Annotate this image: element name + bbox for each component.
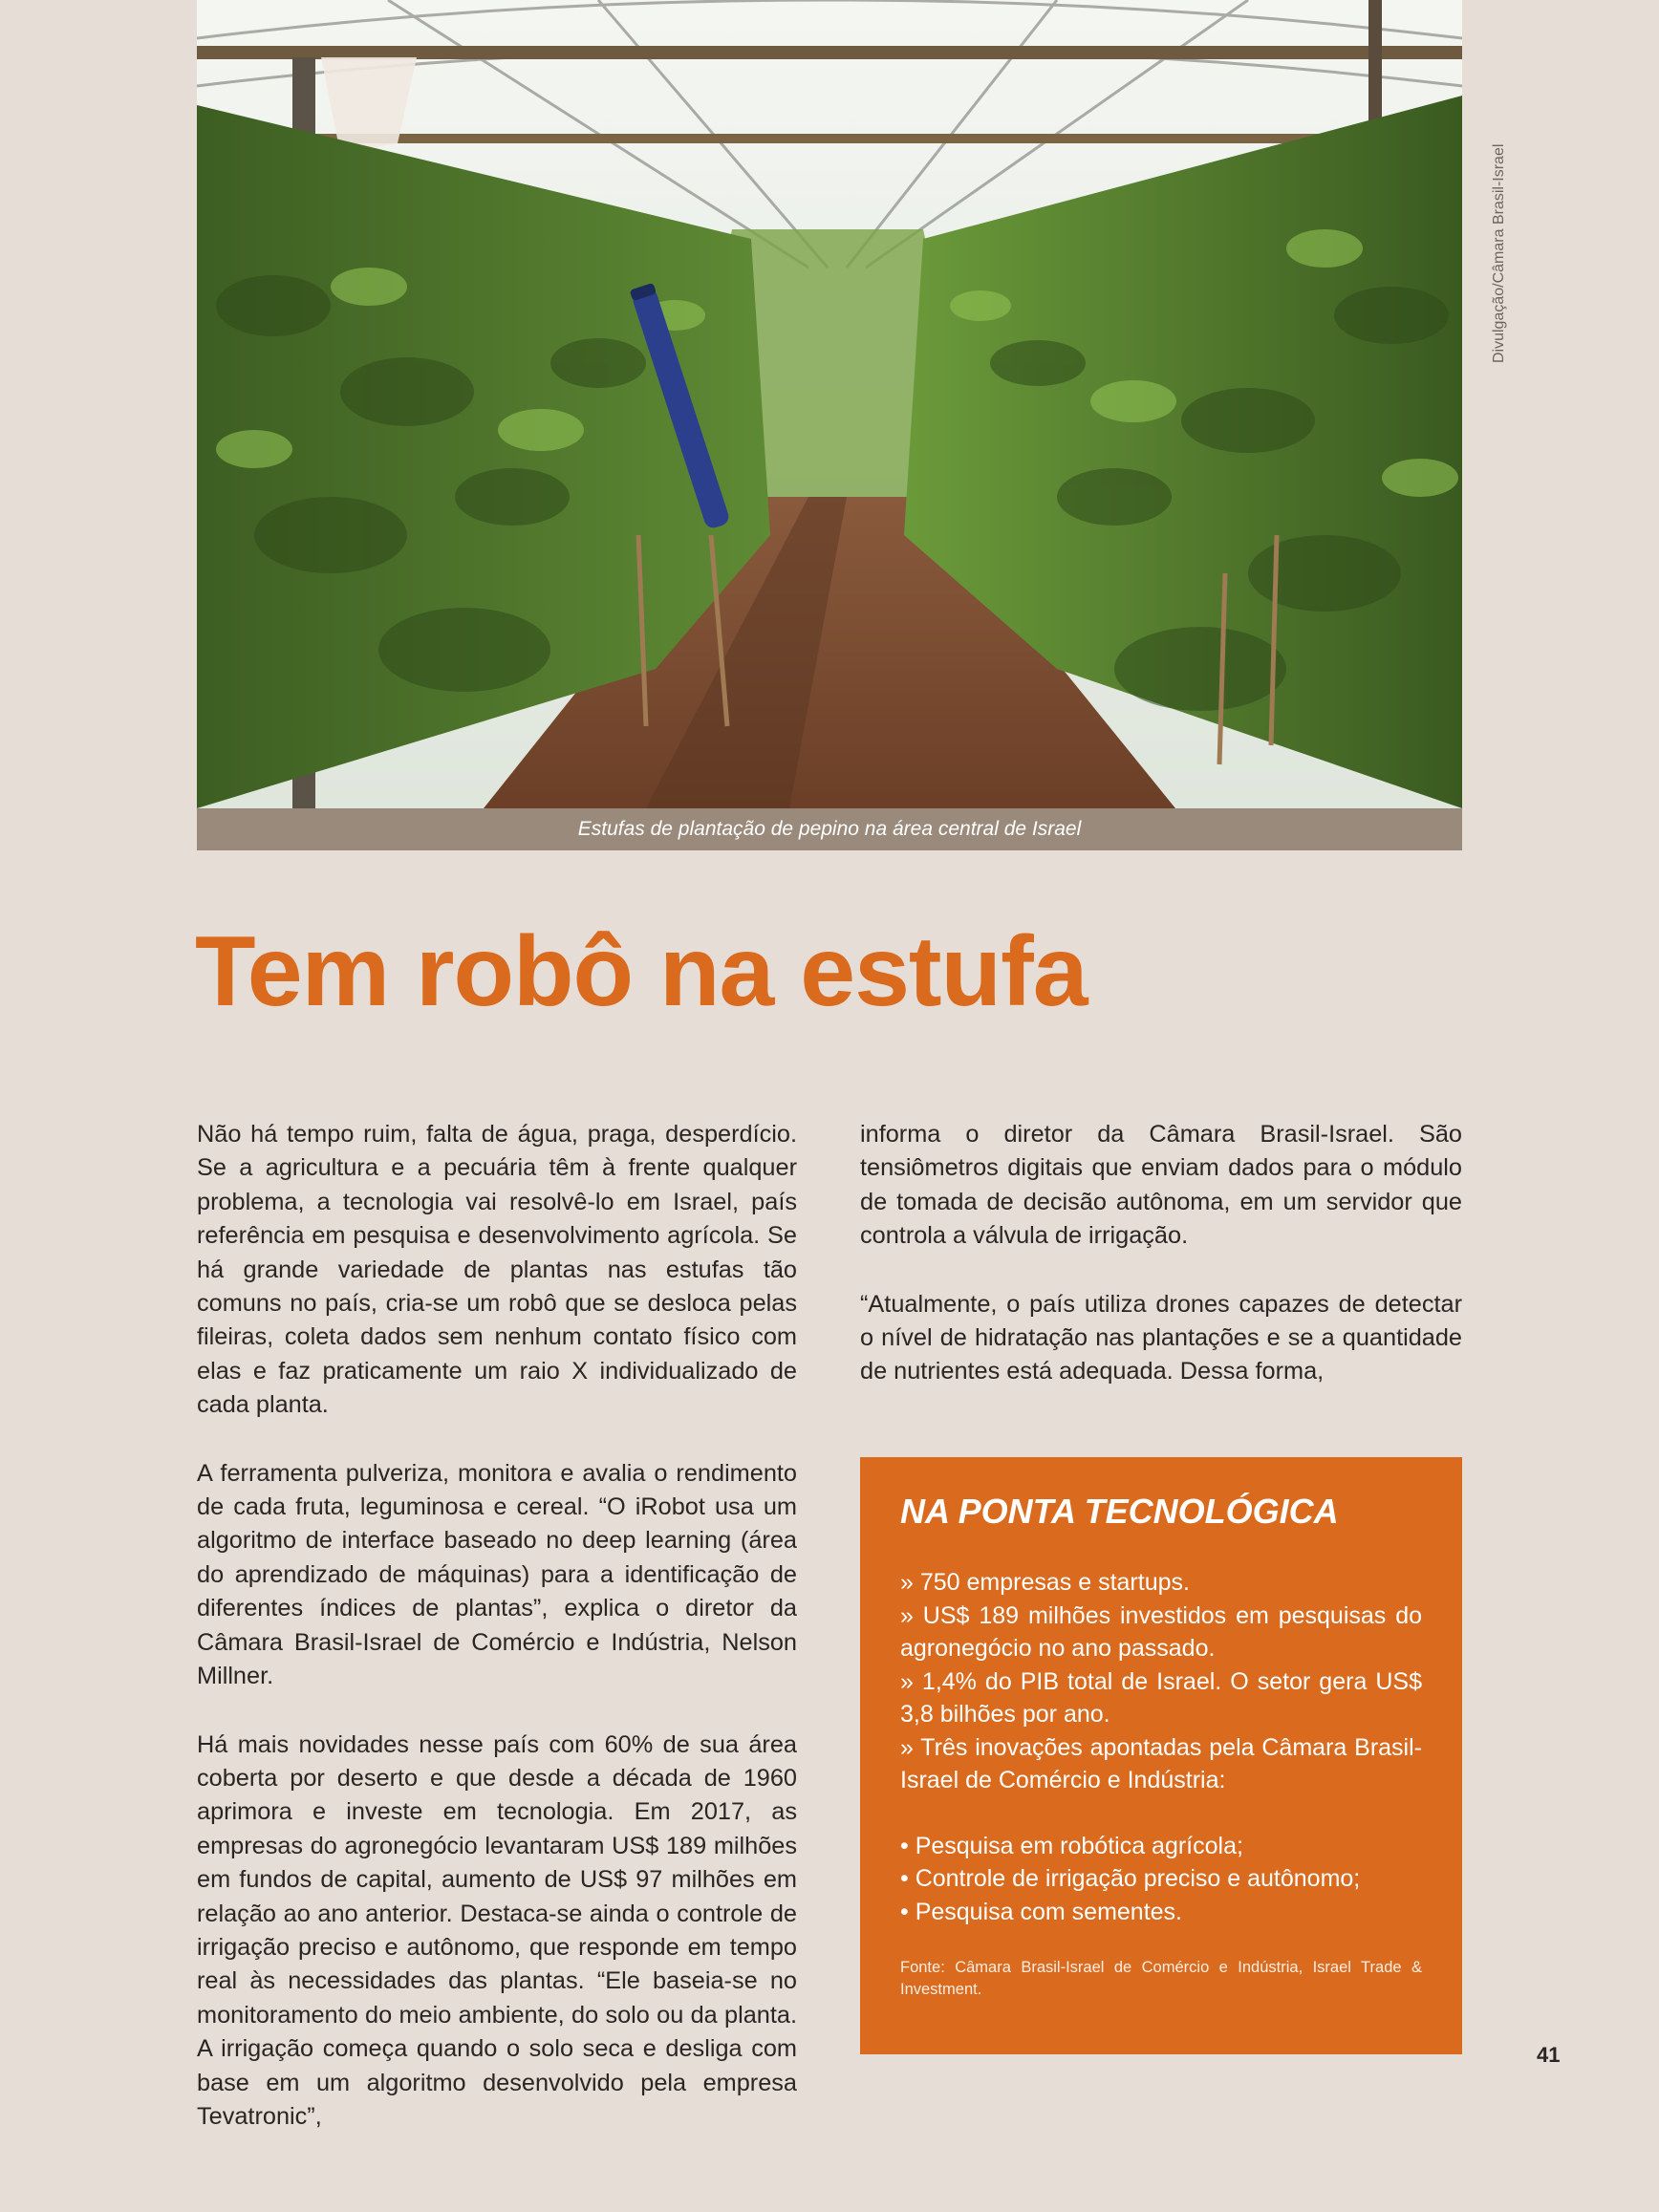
body-paragraph: Não há tempo ruim, falta de água, praga, desperdício. Se a agricultura e a pecuária têm à frente qualquer problema, a tecnologia vai resolvê-lo em Israel, país referência em pesquisa e desenvolvimento agrícola. Se há grande variedade de plantas nas estufas tão comuns no país, cria-se um robô que se desloca pelas fileiras, coleta dados sem nenhum contato físico com elas e faz praticamente um raio X individualizado de cada planta. — [197, 1121, 797, 1419]
sidebar-spacer — [900, 1797, 1422, 1830]
greenhouse-photo — [197, 0, 1462, 808]
sidebar-box — [860, 1457, 1462, 2054]
sidebar-fact: » Três inovações apontadas pela Câmara Brasil-Israel de Comércio e Indústria: — [900, 1733, 1422, 1793]
sidebar-title: NA PONTA TECNOLÓGICA — [900, 1492, 1339, 1531]
body-paragraph: A ferramenta pulveriza, monitora e avalia o rendimento de cada fruta, leguminosa e cereal. “O iRobot usa um algoritmo de interface baseado no deep learning (área do aprendizado de máquinas) para a identificação de diferentes índices de plantas”, explica o diretor da Câmara Brasil-Israel de Comércio e Indústria, Nelson Millner. — [197, 1459, 797, 1690]
sidebar-fact: » US$ 189 milhões investidos em pesquisas do agronegócio no ano passado. — [900, 1601, 1422, 1662]
article-headline: Tem robô na estufa — [195, 916, 1088, 1027]
page-number: 41 — [1537, 2043, 1561, 2067]
sidebar-innovation: • Pesquisa com sementes. — [900, 1898, 1182, 1925]
photo-caption: Estufas de plantação de pepino na área central de Israel — [197, 808, 1462, 850]
sidebar-fact: » 750 empresas e startups. — [900, 1569, 1190, 1596]
greenhouse-illustration — [197, 0, 1462, 808]
body-paragraph: “Atualmente, o país utiliza drones capazes de detectar o nível de hidratação nas plantações e se a quantidade de nutrientes está adequada. Dessa forma, — [860, 1290, 1462, 1385]
article-body-right-column — [860, 1118, 1462, 1424]
body-paragraph: Há mais novidades nesse país com 60% de sua área coberta por deserto e que desde a década de 1960 aprimora e investe em tecnologia. Em 2017, as empresas do agronegócio levantaram US$ 189 milhões em fundos de capital, aumento de US$ 97 milhões em relação ao ano anterior. Destaca-se ainda o controle de irrigação preciso e autônomo, que responde em tempo real às necessidades das plantas. “Ele baseia-se no monitoramento do meio ambiente, do solo ou da planta. A irrigação começa quando o solo seca e desliga com base em um algoritmo desenvolvido pela empresa Tevatronic”, — [197, 1730, 797, 2130]
sidebar-source: Fonte: Câmara Brasil-Israel de Comércio e Indústria, Israel Trade & Investment. — [900, 1959, 1422, 1998]
sidebar-fact: » 1,4% do PIB total de Israel. O setor gera US$ 3,8 bilhões por ano. — [900, 1667, 1422, 1728]
sidebar-innovation: • Controle de irrigação preciso e autônomo; — [900, 1865, 1361, 1892]
body-paragraph: informa o diretor da Câmara Brasil-Israel. São tensiômetros digitais que enviam dados para o módulo de tomada de decisão autônoma, em um servidor que controla a válvula de irrigação. — [860, 1121, 1462, 1250]
sidebar-innovation: • Pesquisa em robótica agrícola; — [900, 1832, 1243, 1859]
article-body-left-column — [197, 1118, 797, 2168]
photo-credit: Divulgação/Câmara Brasil-Israel — [1491, 143, 1507, 363]
